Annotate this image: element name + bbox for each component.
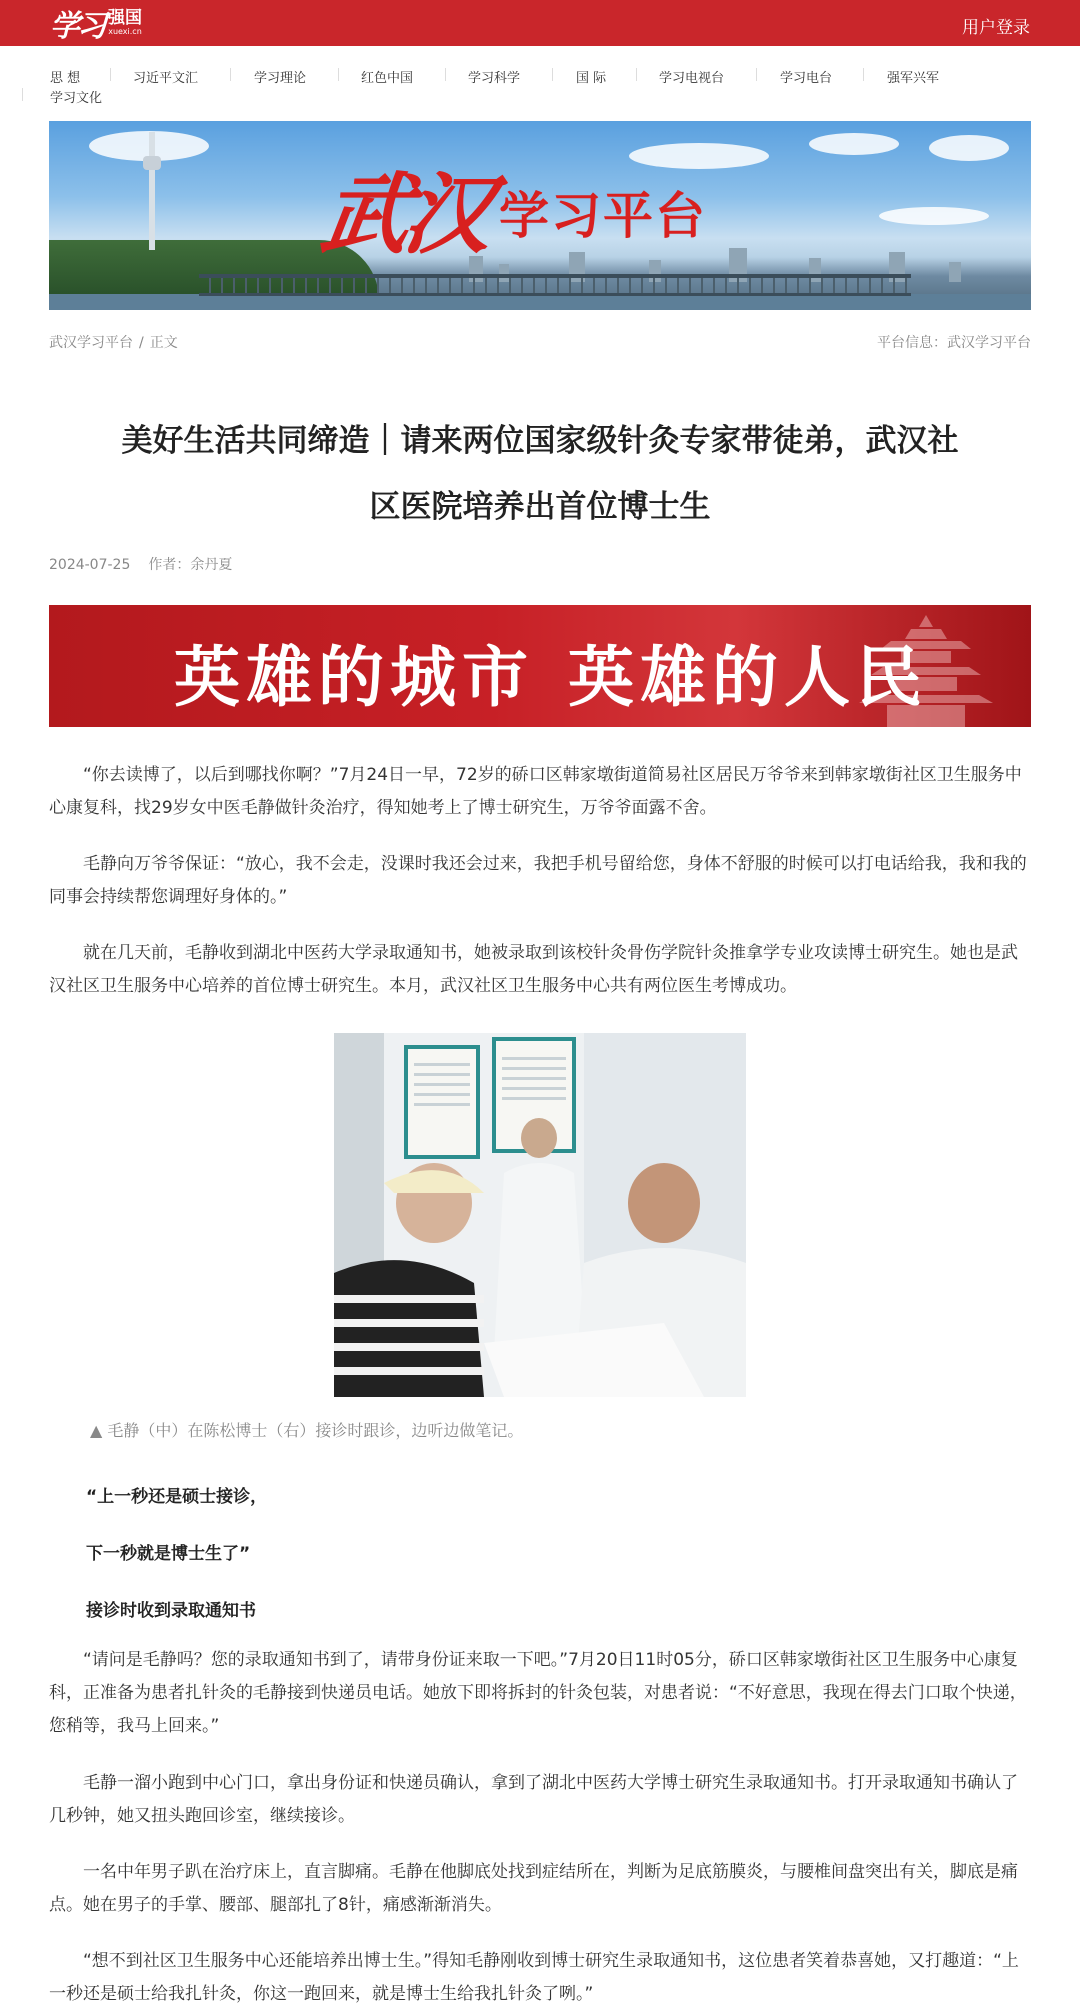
- hero-slogan-right: 英雄的人民: [568, 639, 928, 716]
- wuhan-banner: [49, 121, 1031, 310]
- nav-separator: [636, 68, 637, 81]
- article-meta: [49, 554, 232, 574]
- clinic-photo: [334, 1033, 746, 1397]
- nav-separator: [863, 68, 864, 81]
- nav-item-science[interactable]: 学习科学: [468, 71, 521, 86]
- nav-item-red-china[interactable]: 红色中国: [361, 71, 414, 86]
- article-paragraph: 毛静一溜小跑到中心门口，拿出身份证和快递员确认，拿到了湖北中医药大学博士研究生录取通知书。打开录取通知书确认了几秒钟，她又扭头跑回诊室，继续接诊。: [49, 1773, 1018, 1826]
- article-paragraph: “你去读博了，以后到哪找你啊？”7月24日一早，72岁的硚口区韩家墩街道简易社区居民万爷爷来到韩家墩街社区卫生服务中心康复科，找29岁女中医毛静做针灸治疗，得知她考上了博士研究生，万爷爷面露不舍。: [49, 765, 1022, 818]
- tv-tower-top: [143, 156, 161, 170]
- cloud-shape: [879, 207, 989, 225]
- nav-separator: [338, 68, 339, 81]
- logo-cn: 强国: [108, 8, 142, 28]
- article-paragraph: 就在几天前，毛静收到湖北中医药大学录取通知书，她被录取到该校针灸骨伤学院针灸推拿学专业攻读博士研究生。她也是武汉社区卫生服务中心培养的首位博士研究生。本月，武汉社区卫生服务中心共有两位医生考博成功。: [49, 943, 1018, 996]
- nav-separator: [445, 68, 446, 81]
- nav-item-military[interactable]: 强军兴军: [887, 71, 940, 86]
- breadcrumb-current: 正文: [149, 335, 178, 351]
- nav-separator: [230, 68, 231, 81]
- breadcrumb: [49, 332, 178, 352]
- river: [49, 294, 1031, 310]
- login-link[interactable]: 用户登录: [962, 18, 1030, 38]
- nav-separator: [22, 88, 23, 101]
- article-paragraph: “想不到社区卫生服务中心还能培养出博士生。”得知毛静刚收到博士研究生录取通知书，这位患者笑着恭喜她，又打趣道：“上一秒还是硕士给我扎针灸，你这一跑回来，就是博士生给我扎针灸了咧。”: [49, 1951, 1019, 2004]
- nav-item-tv[interactable]: 学习电视台: [659, 71, 725, 86]
- article-paragraph: 毛静向万爷爷保证：“放心，我不会走，没课时我还会过来，我把手机号留给您，身体不舒服的时候可以打电话给我，我和我的同事会持续帮您调理好身体的。”: [49, 854, 1027, 907]
- nav-separator: [756, 68, 757, 81]
- top-bar: [0, 0, 1080, 46]
- site-logo[interactable]: [50, 3, 142, 43]
- hero-slogan: [174, 624, 928, 719]
- logo-box: [108, 9, 142, 37]
- nav-item-wenhui[interactable]: 习近平文汇: [133, 71, 199, 86]
- hero-slogan-left: 英雄的城市: [174, 639, 534, 716]
- cloud-shape: [809, 133, 899, 155]
- breadcrumb-separator: /: [139, 335, 144, 351]
- article-paragraph: 一名中年男子趴在治疗床上，直言脚痛。毛静在他脚底处找到症结所在，判断为足底筋膜炎，与腰椎间盘突出有关，脚底是痛点。她在男子的手掌、腰部、腿部扎了8针，痛感渐渐消失。: [49, 1862, 1018, 1915]
- article-date: 2024-07-25: [49, 557, 131, 573]
- nav-item-culture[interactable]: 学习文化: [50, 91, 103, 106]
- platform-info: 平台信息：武汉学习平台: [877, 335, 1031, 351]
- nav-item-thought[interactable]: 思 想: [50, 71, 81, 86]
- logo-en: xuexi.cn: [108, 27, 142, 36]
- banner-subtitle: 学习平台: [499, 187, 708, 245]
- nav-item-radio[interactable]: 学习电台: [780, 71, 833, 86]
- cloud-shape: [929, 135, 1009, 161]
- article-title: 美好生活共同缔造｜请来两位国家级针灸专家带徒弟，武汉社区医院培养出首位博士生: [121, 423, 959, 525]
- nav-separator: [552, 68, 553, 81]
- article-photo: [334, 1033, 746, 1397]
- section-heading: 接诊时收到录取通知书: [86, 1601, 256, 1621]
- nav-separator: [110, 68, 111, 81]
- section-heading: “上一秒还是硕士接诊，: [86, 1487, 268, 1507]
- hero-banner: [49, 605, 1031, 727]
- main-nav: [0, 46, 1080, 112]
- article-paragraph: “请问是毛静吗？您的录取通知书到了，请带身份证来取一下吧。”7月20日11时05分，硚口区韩家墩街社区卫生服务中心康复科，正准备为患者扎针灸的毛静接到快递员电话。她放下即将拆封的针灸包装，对患者说：“不好意思，我现在得去门口取个快递，您稍等，我马上回来。”: [49, 1650, 1027, 1736]
- nav-item-international[interactable]: 国 际: [576, 71, 607, 86]
- breadcrumb-home[interactable]: 武汉学习平台: [49, 335, 133, 351]
- logo-script: 学习: [50, 9, 104, 44]
- yangtze-bridge: [199, 274, 911, 296]
- banner-calligraphy: 武汉: [314, 162, 494, 266]
- tv-tower: [149, 132, 155, 250]
- photo-caption: ▲ 毛静（中）在陈松博士（右）接诊时跟诊，边听边做笔记。: [90, 1421, 524, 1440]
- nav-item-theory[interactable]: 学习理论: [254, 71, 307, 86]
- article-author: 作者：余丹夏: [148, 557, 233, 573]
- banner-title: [314, 145, 708, 271]
- section-heading: 下一秒就是博士生了”: [86, 1544, 251, 1564]
